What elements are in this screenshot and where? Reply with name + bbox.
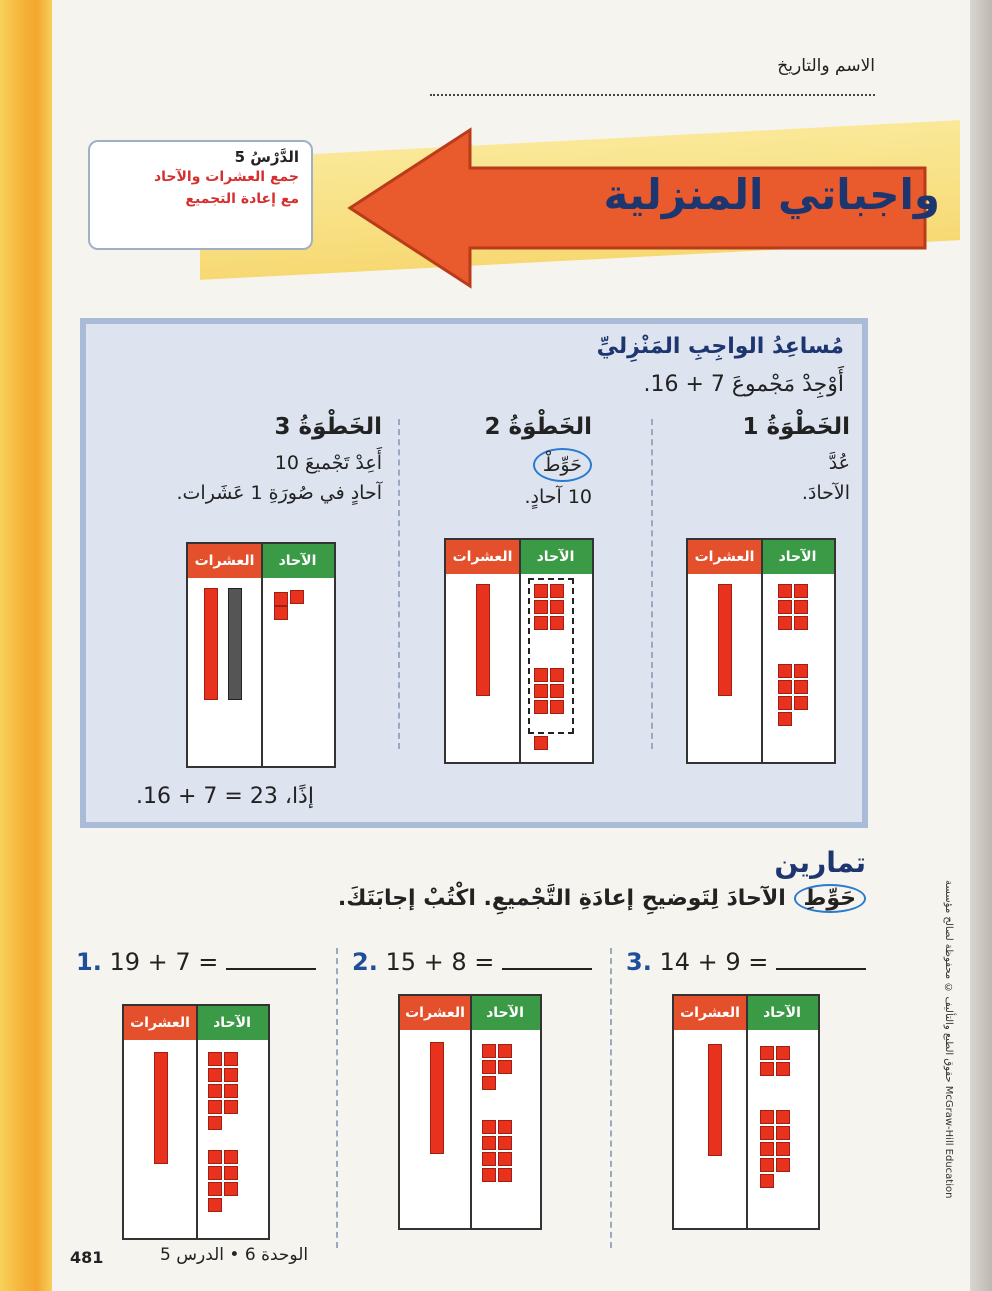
page-edge-left — [0, 0, 52, 1291]
place-value-table-step2: الآحاد العشرات — [444, 538, 594, 764]
step-3-title: الخَطْوَةُ 3 — [274, 414, 382, 440]
step-2 — [392, 414, 592, 512]
exercise-2: 2. 15 + 8 = — [352, 948, 592, 976]
copyright-note: حقوق الطبع والتأليف © محفوظة لصالح مؤسسة McGraw-Hill Education — [943, 880, 954, 1199]
step-2-title: الخَطْوَةُ 2 — [484, 414, 592, 440]
practice-instruction: حَوِّطِ الآحادَ لِتَوضيحِ إعادَةِ التَّجْميعِ. اكْتُبْ إجابَتَكَ. — [338, 884, 866, 913]
circle-word: حَوِّطْ — [533, 448, 592, 482]
exercise-3: 3. 14 + 9 = — [626, 948, 866, 976]
page-edge-right — [970, 0, 992, 1291]
step-2-line2: 10 آحادٍ. — [524, 486, 592, 508]
lesson-title-1: جمع العشرات والآحاد — [153, 169, 299, 185]
helper-conclusion: إذًا، 23 = 7 + 16. — [136, 784, 314, 809]
lesson-card — [88, 140, 313, 250]
tens-header: العشرات — [688, 540, 761, 574]
step-1-line2: الآحادَ. — [801, 482, 850, 504]
step-1 — [650, 414, 850, 508]
homework-helper — [80, 318, 868, 828]
place-value-table-step3: الآحاد العشرات — [186, 542, 336, 768]
place-value-table-step1 — [686, 538, 836, 764]
step-1-line1: عُدَّ — [828, 452, 850, 474]
name-date-label: الاسم والتاريخ — [777, 56, 875, 76]
answer-blank-2[interactable] — [502, 968, 592, 970]
footer-unit: الوحدة 6 • الدرس 5 — [160, 1245, 309, 1265]
lesson-title-2: مع إعادة التجميع — [185, 191, 299, 207]
circle-word-practice: حَوِّطِ — [794, 884, 867, 913]
helper-question: أَوْجِدْ مَجْموعَ 7 + 16. — [643, 372, 844, 397]
page-number: 481 — [70, 1248, 104, 1267]
lesson-number: الدَّرْسُ 5 — [234, 148, 299, 166]
exercise-1: 1. 19 + 7 = — [76, 948, 316, 976]
step-1-title: الخَطْوَةُ 1 — [742, 414, 850, 440]
name-date-line[interactable] — [430, 56, 875, 76]
step-3 — [102, 414, 382, 508]
practice-title: تمارين — [774, 846, 866, 879]
place-value-table-ex2: الآحاد العشرات — [398, 994, 542, 1230]
helper-title: مُساعِدُ الواجِبِ المَنْزِليِّ — [596, 334, 844, 359]
homework-title: واجباتي المنزلية — [603, 170, 940, 219]
step-3-line1: أَعِدْ تَجْميعَ 10 — [274, 452, 382, 474]
answer-blank-1[interactable] — [226, 968, 316, 970]
place-value-table-ex3: الآحاد العشرات — [672, 994, 820, 1230]
step-3-line2: آحادٍ في صُورَةِ 1 عَشَرات. — [176, 482, 382, 504]
ten-rod — [718, 584, 732, 696]
answer-blank-3[interactable] — [776, 968, 866, 970]
ones-header: الآحاد — [761, 540, 834, 574]
place-value-table-ex1: الآحاد العشرات — [122, 1004, 270, 1240]
